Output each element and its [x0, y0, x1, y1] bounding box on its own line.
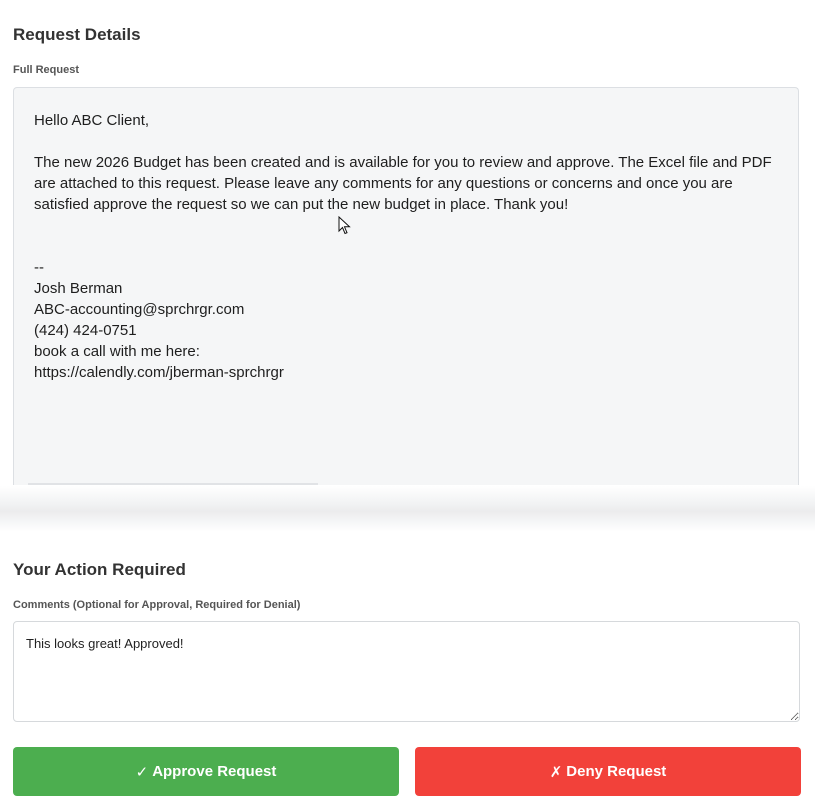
approve-request-label: Approve Request	[152, 763, 277, 780]
action-required-heading: Your Action Required	[13, 560, 186, 579]
full-request-label: Full Request	[13, 64, 80, 76]
approve-request-button[interactable]	[13, 747, 399, 796]
comments-textarea[interactable]	[13, 621, 800, 722]
request-details-heading: Request Details	[13, 25, 141, 44]
x-mark-icon: ✗	[549, 763, 563, 781]
full-request-box[interactable]	[13, 87, 799, 485]
horizontal-scrollbar[interactable]	[28, 483, 318, 485]
section-divider	[0, 486, 815, 532]
deny-request-label: Deny Request	[566, 763, 667, 780]
mouse-pointer-icon	[338, 216, 352, 236]
comments-label: Comments (Optional for Approval, Required for Denial)	[13, 599, 301, 611]
deny-request-button[interactable]	[415, 747, 801, 796]
full-request-text: Hello ABC Client, The new 2026 Budget has been created and is available for you to review and approve. The Excel file and PDF are attached to this request. Please leave any comments for any questions or concerns and once you are satisfied approve the request so we can put the new budget in place. Thank you! -- Josh Berman ABC-accounting@sprchrgr.com (424) 424-0751 book a call with me here: https://calendly.com/jberman-sprchrgr	[34, 112, 772, 381]
checkmark-icon: ✓	[135, 763, 149, 781]
